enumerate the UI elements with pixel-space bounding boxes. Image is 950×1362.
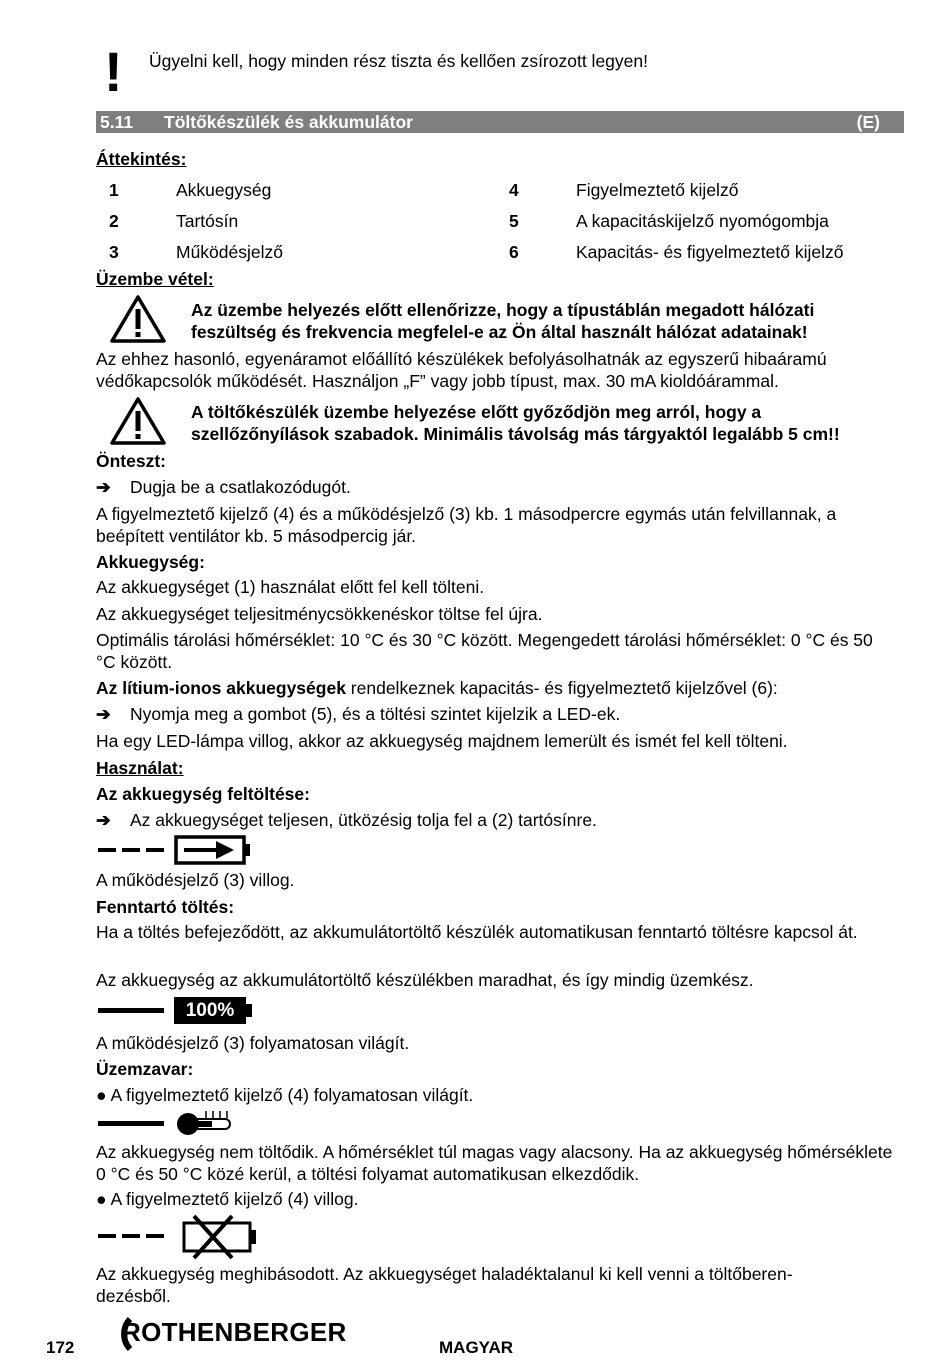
- rcd-paragraph: Az ehhez hasonló, egyenáramot előállító készülékek befolyásolhatnák az egyszerű hibaáramú védőkapcsolók működését. Használjon „F” vagy jobb típust, max. 30 mA kioldóárammal.: [96, 349, 827, 391]
- overview-label-2: Tartósín: [176, 211, 239, 231]
- battery-storage-temp: Optimális tárolási hőmérséklet: 10 °C és 30 °C között. Megengedett tárolási hőmérséklet: 0 °C és 50 °C között.: [96, 630, 873, 672]
- usage-heading: Használat:: [96, 758, 184, 778]
- usage-subheading: Az akkuegység feltöltése:: [96, 784, 310, 804]
- overview-num-4: 4: [509, 180, 519, 200]
- brand-logo: [96, 1314, 356, 1354]
- selftest-heading: Önteszt:: [96, 451, 166, 471]
- fault-bullet-2: [96, 1188, 359, 1210]
- notice-text: Ügyelni kell, hogy minden rész tiszta és kellően zsírozott legyen!: [149, 51, 648, 71]
- overview-num-5: 5: [509, 211, 519, 231]
- maintenance-p1: Ha a töltés befejeződött, az akkumulátortöltő készülék automatikusan fenntartó töltésre kapcsol át.: [96, 922, 858, 942]
- battery-p2: Az akkuegységet teljesitménycsökkenéskor töltse fel újra.: [96, 604, 543, 624]
- selftest-step: Dugja be a csatlakozódugót.: [130, 477, 351, 497]
- warning-triangle-icon: [109, 396, 167, 446]
- maintenance-after: A működésjelző (3) folyamatosan világít.: [96, 1033, 410, 1053]
- liion-bold: Az lítium-ionos akkuegységek: [96, 678, 346, 698]
- overview-label-6: Kapacitás- és figyelmeztető kijelző: [576, 242, 844, 262]
- bullet-icon: ●: [96, 1189, 107, 1209]
- battery-terminal: [246, 1004, 252, 1017]
- arrow-icon: ➔: [96, 810, 111, 830]
- solid-line: [98, 1008, 164, 1013]
- overview-num-2: 2: [109, 211, 119, 231]
- maintenance-heading: Fenntartó töltés:: [96, 897, 235, 917]
- fault-p2: Az akkuegység meghibásodott. Az akkuegységet haladéktalanul ki kell venni a töltőberen-dezésből.: [96, 1264, 793, 1306]
- overview-heading: Áttekintés:: [96, 149, 187, 169]
- battery-p5: Ha egy LED-lámpa villog, akkor az akkuegység majdnem lemerült és ismét fel kell tölteni.: [96, 731, 788, 751]
- warning-triangle-icon: [109, 294, 167, 344]
- charging-battery-icon: [96, 835, 256, 865]
- overview-num-6: 6: [509, 242, 519, 262]
- defective-battery-icon: [96, 1214, 266, 1260]
- warning-voltage-text: Az üzembe helyezés előtt ellenőrizze, hogy a típustáblán megadott hálózati feszültség és frekvencia megfelel-e az Ön által használt hálózat adatainak!: [191, 300, 815, 342]
- section-title: Töltőkészülék és akkumulátor: [164, 112, 413, 132]
- battery-body: 100%: [174, 997, 246, 1024]
- arrow-icon: ➔: [96, 704, 111, 724]
- overview-num-1: 1: [109, 180, 119, 200]
- footer-language: MAGYAR: [439, 1338, 513, 1357]
- usage-after: A működésjelző (3) villog.: [96, 870, 295, 890]
- battery-liion-line: [96, 677, 778, 699]
- page-number: 172: [46, 1338, 75, 1357]
- commissioning-heading: Üzembe vétel:: [96, 269, 214, 289]
- maintenance-p2: Az akkuegység az akkumulátortöltő készülékben maradhat, és így mindig üzemkész.: [96, 970, 754, 990]
- full-battery-icon: [96, 996, 256, 1026]
- section-tag: (E): [856, 112, 880, 132]
- bullet-icon: ●: [96, 1085, 107, 1105]
- section-number: 5.11: [100, 112, 134, 132]
- arrow-icon: ➔: [96, 477, 111, 497]
- fault-bullet-2-text: A figyelmeztető kijelző (4) villog.: [110, 1189, 359, 1209]
- fault-p1: Az akkuegység nem töltődik. A hőmérséklet túl magas vagy alacsony. Ha az akkuegység hőmérséklete 0 °C és 50 °C közé kerül, a töltési folyamat automatikusan elkezdődik.: [96, 1142, 893, 1184]
- battery-heading: Akkuegység:: [96, 552, 205, 572]
- liion-rest: rendelkeznek kapacitás- és figyelmeztető kijelzővel (6):: [345, 678, 778, 698]
- battery-p1: Az akkuegységet (1) használat előtt fel kell tölteni.: [96, 577, 485, 597]
- overview-label-4: Figyelmeztető kijelző: [576, 180, 739, 200]
- fault-bullet-1: [96, 1084, 473, 1106]
- fault-bullet-1-text: A figyelmeztető kijelző (4) folyamatosan világít.: [110, 1085, 474, 1105]
- selftest-paragraph: A figyelmeztető kijelző (4) és a működésjelző (3) kb. 1 másodpercre egymás után felvillannak, a beépített ventilátor kb. 5 másodpercig jár.: [96, 504, 837, 546]
- thermometer-icon: [96, 1108, 236, 1138]
- brand-wordmark: ROTHENBERGER: [122, 1317, 347, 1347]
- overview-label-1: Akkuegység: [176, 180, 272, 200]
- overview-label-5: A kapacitáskijelző nyomógombja: [576, 211, 829, 231]
- exclamation-icon: !: [104, 40, 123, 103]
- overview-label-3: Működésjelző: [176, 242, 283, 262]
- section-header: [96, 111, 904, 133]
- battery-step: Nyomja meg a gombot (5), és a töltési szintet kijelzik a LED-ek.: [130, 704, 621, 724]
- fault-heading: Üzemzavar:: [96, 1059, 194, 1079]
- overview-num-3: 3: [109, 242, 119, 262]
- warning-ventilation-text: A töltőkészülék üzembe helyezése előtt győződjön meg arról, hogy a szellőzőnyílások szabadok. Minimális távolság más tárgyaktól legalább 5 cm!!: [191, 402, 840, 444]
- usage-step: Az akkuegységet teljesen, ütközésig tolja fel a (2) tartósínre.: [130, 810, 597, 830]
